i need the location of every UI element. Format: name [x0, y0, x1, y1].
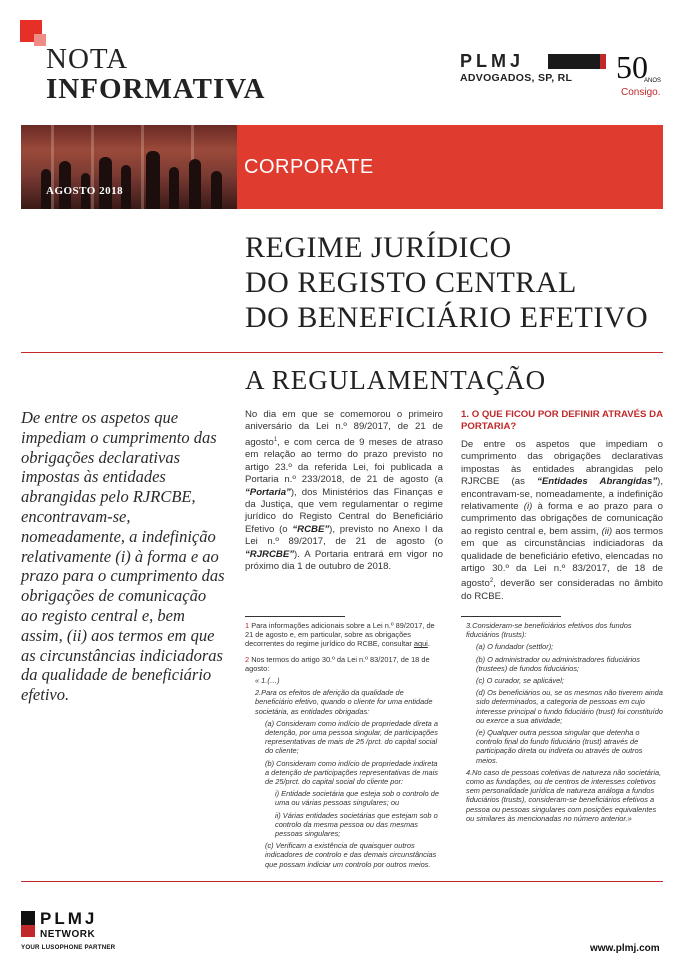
- footnotes-right: [466, 621, 663, 826]
- footnote-line: 4.No caso de pessoas coletivas de natureza não societária, como as fundações, ou de centros de interesses coletivos sem personalidade jurídica de natureza análoga a fundos fiduciários (trusts), consideram-se beneficiários efetivos a pessoa ou pessoas singulares com posições equivalentes ou similares às mencionadas no número anterior.»: [466, 767, 662, 823]
- footnote-line: (a) Consideram como indício de propriedade direta a detenção, por uma pessoa singular, de participações representativas de mais de 25 /prct. do capital social do cliente;: [265, 718, 438, 756]
- title-line-3: DO BENEFICIÁRIO EFETIVO: [245, 301, 649, 334]
- footnote-line: « 1.(…): [255, 676, 280, 686]
- network-tagline: YOUR LUSOPHONE PARTNER: [21, 944, 116, 951]
- doc-type-line1: NOTA: [46, 43, 129, 75]
- plmj-logo-bar-icon: [548, 54, 606, 69]
- website-link[interactable]: www.plmj.com: [590, 943, 660, 954]
- section-label: CORPORATE: [244, 156, 374, 178]
- footnote-divider: [461, 616, 561, 617]
- section-heading: 1. O QUE FICOU POR DEFINIR ATRAVÉS DA PORTARIA?: [461, 409, 663, 432]
- network-label: NETWORK: [40, 929, 96, 940]
- plmj-logo-subtitle: ADVOGADOS, SP, RL: [460, 72, 573, 84]
- doc-type-line2: INFORMATIVA: [46, 73, 266, 105]
- footnotes-left: [245, 621, 443, 872]
- footnote-link[interactable]: aqui: [413, 639, 428, 649]
- footnote-divider: [245, 616, 345, 617]
- footnote-line: (c) Verificam a existência de quaisquer outros indicadores de controlo e das demais circunstâncias que possam indiciar um controlo por outros meios.: [265, 841, 437, 869]
- page-title: [245, 230, 648, 335]
- pull-quote: De entre os aspetos que impediam o cumprimento das obrigações declarativas impostas às entidades abrangidas pelo RJRCBE, encontravam-se, nomeadamente, a indefinição relativamente (i) à forma e ao prazo para o cumprimento das obrigações de comunicação ao registo central e, bem assim, (ii) aos termos em que as circunstâncias indiciadoras da qualidade de beneficiário efetivo.: [21, 408, 225, 705]
- footnote-line: (b) O administrador ou administradores fiduciários (trustees) de fundos fiduciários;: [476, 654, 640, 673]
- footnote-line: i) Entidade societária que esteja sob o controlo de uma ou várias pessoas singulares; ou: [275, 789, 439, 808]
- body-column-2: 1. O QUE FICOU POR DEFINIR ATRAVÉS DA PORTARIA? De entre os aspetos que impediam o cumprimento das obrigações declarativas impostas às entidades abrangidas pelo RJRCBE (as “Entidades Abrangidas”), encontravam-se, nomeadamente, a indefinição relativamente (i) à forma e ao prazo para o cumprimento das obrigações de comunicação ao registo central e, bem assim, (ii) aos termos em que as circunstâncias indiciadoras da qualidade de beneficiário efetivo, elencadas no artigo 30.º da Lei n.º 83/2017, de 18 de agosto$^2$, deverão ser consideradas no âmbito do RCBE.: [461, 409, 663, 603]
- issue-date: AGOSTO 2018: [46, 185, 124, 197]
- body-column-1: No dia em que se comemorou o primeiro aniversário da Lei n.º 89/2017, de 21 de agosto$^1$, e com cerca de 9 meses de atraso em relação ao termo do prazo previsto no artigo 23.º da referida Lei, foi publicada a Portaria n.º 233/2018, de 21 de agosto (a “Portaria”), dos Ministérios das Finanças e da Justiça, que vem regulamentar o regime jurídico do Registo Central do Beneficiário Efetivo (o “RCBE”), previsto no Anexo I da Lei n.º 89/2017, de 21 de agosto (o “RJRCBE”). A Portaria entrará em vigor no próximo dia 1 de outubro de 2018.: [245, 409, 443, 573]
- title-line-1: REGIME JURÍDICO: [245, 231, 512, 264]
- footnote-line: (a) O fundador (settlor);: [476, 642, 554, 652]
- footnote-line: ii) Várias entidades societárias que estejam sob o controlo da mesma pessoa ou das mesmas pessoas singulares;: [275, 810, 438, 839]
- page-subtitle: A REGULAMENTAÇÃO: [245, 365, 547, 395]
- title-line-2: DO REGISTO CENTRAL: [245, 266, 577, 299]
- footnote-line: (c) O curador, se aplicável;: [476, 676, 564, 686]
- plmj-logo-text: PLMJ: [460, 51, 525, 71]
- footnote-line: (e) Qualquer outra pessoa singular que detenha o controlo final do fundo fiduciário (trust) através de participação direta ou indireta ou através de outros meios.: [476, 728, 643, 765]
- footnote-1: 1 Para informações adicionais sobre a Lei n.º 89/2017, de 21 de agosto e, em particular, sobre as obrigações decorrentes do regime jurídico do RCBE, consultar aqui.: [245, 621, 435, 649]
- footnote-line: 3.Consideram-se beneficiários efetivos dos fundos fiduciários (trusts):: [466, 621, 632, 640]
- network-logo-square-icon: [21, 911, 35, 925]
- anniversary-tagline: Consigo.: [621, 87, 661, 98]
- network-logo-red-icon: [21, 925, 35, 937]
- footnote-line: (d) Os beneficiários ou, se os mesmos não tiverem ainda sido determinados, a categoria de pessoas em cujo interesse principal o fundo fiduciário (trust) foi constituído ou exerce a sua atividade;: [476, 688, 663, 725]
- brand-square-small-icon: [34, 34, 46, 46]
- anniversary-number: 50: [616, 49, 648, 85]
- divider: [21, 352, 663, 353]
- divider: [21, 881, 663, 882]
- footnote-line: 2.Para os efeitos de aferição da qualidade de beneficiário efetivo, quando o cliente for uma entidade societária, as entidades obrigadas:: [255, 688, 433, 716]
- footnote-2: 2 Nos termos do artigo 30.º da Lei n.º 83/2017, de 18 de agosto:: [245, 654, 430, 673]
- network-logo-text: PLMJ: [40, 909, 98, 928]
- footnote-line: (b) Consideram como indício de propriedade indireta a detenção de participações representativas de mais de 25/prct. do capital social do cliente por:: [265, 758, 438, 787]
- anniversary-anos: ANOS: [644, 78, 662, 84]
